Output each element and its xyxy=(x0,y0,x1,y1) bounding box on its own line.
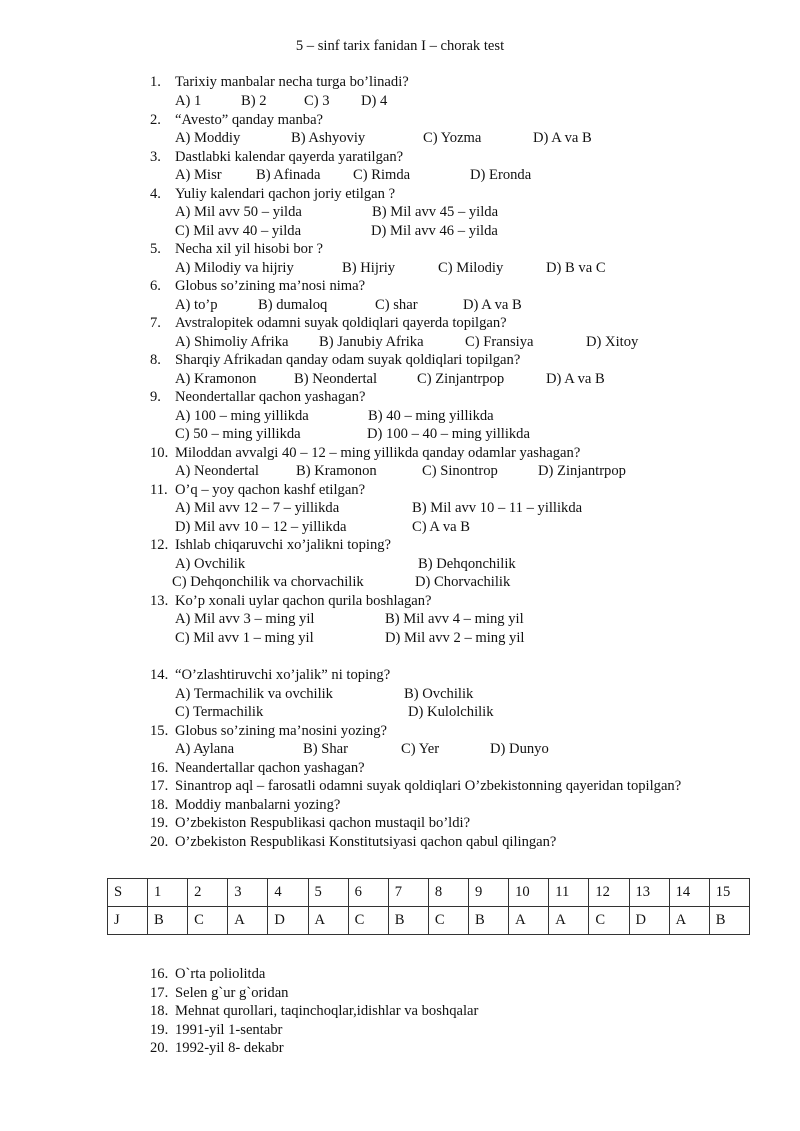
option: C) Yozma xyxy=(423,130,482,146)
question-number: 15. xyxy=(150,723,169,739)
question-19 xyxy=(0,814,800,833)
question-number: 10. xyxy=(150,445,169,461)
option: B) Kramonon xyxy=(296,463,377,479)
question-text: Globus so’zining ma’nosini yozing? xyxy=(175,723,387,739)
answer-text: O`rta poliolitda xyxy=(175,966,266,982)
option: D) 4 xyxy=(361,93,388,109)
option: A) Mil avv 50 – yilda xyxy=(175,204,302,220)
question-number: 11. xyxy=(150,482,168,498)
question-number: 9. xyxy=(150,389,161,405)
question-number: 7. xyxy=(150,315,161,331)
table-cell: 1 xyxy=(148,879,188,907)
question-11 xyxy=(0,481,800,500)
written-answer-20 xyxy=(0,1039,800,1058)
option: A) 100 – ming yillikda xyxy=(175,408,309,424)
table-cell: B xyxy=(469,907,509,935)
option: C) Yer xyxy=(401,741,440,757)
question-text: O’zbekiston Respublikasi Konstitutsiyasi qachon qabul qilingan? xyxy=(175,834,557,850)
option: C) 50 – ming yillikda xyxy=(175,426,301,442)
question-number: 4. xyxy=(150,186,161,202)
question-text: Neondertallar qachon yashagan? xyxy=(175,389,366,405)
table-cell: 6 xyxy=(348,879,388,907)
answer-key-header-row xyxy=(108,879,750,907)
option: D) Mil avv 46 – yilda xyxy=(371,223,498,239)
answer-number: 17. xyxy=(150,985,169,1001)
question-text: Necha xil yil hisobi bor ? xyxy=(175,241,323,257)
option: B) Neondertal xyxy=(294,371,378,387)
question-number: 6. xyxy=(150,278,161,294)
table-cell: B xyxy=(388,907,428,935)
table-cell: D xyxy=(268,907,308,935)
option: D) Mil avv 10 – 12 – yillikda xyxy=(175,519,347,535)
answer-number: 18. xyxy=(150,1003,169,1019)
answer-key-answers-row xyxy=(108,907,750,935)
question-text: Sharqiy Afrikadan qanday odam suyak qoldiqlari topilgan? xyxy=(175,352,521,368)
option: D) Zinjantrpop xyxy=(538,463,626,479)
question-4 xyxy=(0,185,800,204)
answer-text: 1992-yil 8- dekabr xyxy=(175,1040,284,1056)
option: D) Chorvachilik xyxy=(415,574,511,590)
option: B) Shar xyxy=(303,741,348,757)
question-number: 3. xyxy=(150,149,161,165)
option: D) Kulolchilik xyxy=(408,704,494,720)
table-cell: S xyxy=(108,879,148,907)
option: A) Kramonon xyxy=(175,371,257,387)
table-cell: D xyxy=(629,907,669,935)
option: B) Hijriy xyxy=(342,260,396,276)
question-6 xyxy=(0,277,800,296)
table-cell: 8 xyxy=(428,879,468,907)
written-answer-17 xyxy=(0,984,800,1003)
question-5 xyxy=(0,240,800,259)
option: A) Aylana xyxy=(175,741,235,757)
table-cell: 12 xyxy=(589,879,629,907)
option: A) Misr xyxy=(175,167,222,183)
option: D) B va C xyxy=(546,260,606,276)
table-cell: A xyxy=(228,907,268,935)
option: D) 100 – 40 – ming yillikda xyxy=(367,426,530,442)
question-text: Miloddan avvalgi 40 – 12 – ming yillikda qanday odamlar yashagan? xyxy=(175,445,581,461)
question-text: Globus so’zining ma’nosi nima? xyxy=(175,278,366,294)
table-cell: A xyxy=(308,907,348,935)
option: C) Mil avv 1 – ming yil xyxy=(175,630,314,646)
option: A) Mil avv 12 – 7 – yillikda xyxy=(175,500,340,516)
question-17 xyxy=(0,777,800,796)
option: D) A va B xyxy=(533,130,592,146)
option: B) Dehqonchilik xyxy=(418,556,516,572)
option: B) Mil avv 4 – ming yil xyxy=(385,611,524,627)
table-cell: B xyxy=(709,907,749,935)
page-title: 5 – sinf tarix fanidan I – chorak test xyxy=(295,38,505,54)
option: B) Mil avv 10 – 11 – yillikda xyxy=(412,500,583,516)
question-text: Ko’p xonali uylar qachon qurila boshlagan? xyxy=(175,593,432,609)
answer-text: 1991-yil 1-sentabr xyxy=(175,1022,283,1038)
table-cell: 7 xyxy=(388,879,428,907)
question-text: Tarixiy manbalar necha turga bo’linadi? xyxy=(175,74,409,90)
table-cell: A xyxy=(549,907,589,935)
option: D) Mil avv 2 – ming yil xyxy=(385,630,525,646)
answer-text: Mehnat qurollari, taqinchoqlar,idishlar va boshqalar xyxy=(175,1003,479,1019)
written-answer-19 xyxy=(0,1021,800,1040)
question-number: 12. xyxy=(150,537,169,553)
question-text: “Avesto” qanday manba? xyxy=(175,112,324,128)
question-number: 5. xyxy=(150,241,161,257)
table-cell: 5 xyxy=(308,879,348,907)
table-cell: 9 xyxy=(469,879,509,907)
table-cell: 4 xyxy=(268,879,308,907)
question-number: 16. xyxy=(150,760,169,776)
question-10 xyxy=(0,444,800,463)
answer-text: Selen g`ur g`oridan xyxy=(175,985,289,1001)
question-14 xyxy=(0,666,800,685)
table-cell: 13 xyxy=(629,879,669,907)
question-number: 19. xyxy=(150,815,169,831)
table-cell: C xyxy=(188,907,228,935)
question-text: Sinantrop aql – farosatli odamni suyak qoldiqlari O’zbekistonning qayeridan topilgan? xyxy=(175,778,682,794)
option: B) Mil avv 45 – yilda xyxy=(372,204,499,220)
option: C) A va B xyxy=(412,519,470,535)
option: C) Dehqonchilik va chorvachilik xyxy=(172,574,364,590)
question-12 xyxy=(0,536,800,555)
table-cell: C xyxy=(589,907,629,935)
question-text: Moddiy manbalarni yozing? xyxy=(175,797,341,813)
table-cell: 10 xyxy=(509,879,549,907)
table-cell: C xyxy=(348,907,388,935)
question-16 xyxy=(0,759,800,778)
question-1 xyxy=(0,73,800,92)
option: D) Xitoy xyxy=(586,334,639,350)
question-20 xyxy=(0,833,800,852)
question-text: Avstralopitek odamni suyak qoldiqlari qayerda topilgan? xyxy=(175,315,507,331)
option: B) Ovchilik xyxy=(404,686,474,702)
option: D) A va B xyxy=(463,297,522,313)
option: D) Eronda xyxy=(470,167,532,183)
question-text: O’q – yoy qachon kashf etilgan? xyxy=(175,482,366,498)
option: C) Sinontrop xyxy=(422,463,498,479)
written-answer-18 xyxy=(0,1002,800,1021)
table-cell: B xyxy=(148,907,188,935)
question-number: 13. xyxy=(150,593,169,609)
table-cell: 3 xyxy=(228,879,268,907)
option: B) Afinada xyxy=(256,167,321,183)
option: C) Milodiy xyxy=(438,260,504,276)
question-text: Neandertallar qachon yashagan? xyxy=(175,760,365,776)
option: D) Dunyo xyxy=(490,741,549,757)
question-text: “O’zlashtiruvchi xo’jalik” ni toping? xyxy=(175,667,391,683)
question-13 xyxy=(0,592,800,611)
option: A) Ovchilik xyxy=(175,556,246,572)
table-cell: 15 xyxy=(709,879,749,907)
question-number: 8. xyxy=(150,352,161,368)
option: A) Shimoliy Afrika xyxy=(175,334,289,350)
table-cell: C xyxy=(428,907,468,935)
option: A) Moddiy xyxy=(175,130,241,146)
question-number: 2. xyxy=(150,112,161,128)
question-text: Yuliy kalendari qachon joriy etilgan ? xyxy=(175,186,396,202)
table-cell: A xyxy=(669,907,709,935)
option: B) dumaloq xyxy=(258,297,328,313)
question-2 xyxy=(0,111,800,130)
option: A) Milodiy va hijriy xyxy=(175,260,294,276)
question-text: Dastlabki kalendar qayerda yaratilgan? xyxy=(175,149,404,165)
option: B) Janubiy Afrika xyxy=(319,334,424,350)
question-number: 1. xyxy=(150,74,161,90)
question-18 xyxy=(0,796,800,815)
question-number: 17. xyxy=(150,778,169,794)
table-cell: 11 xyxy=(549,879,589,907)
option: C) shar xyxy=(375,297,418,313)
option: C) Mil avv 40 – yilda xyxy=(175,223,302,239)
written-answer-16 xyxy=(0,965,800,984)
table-cell: A xyxy=(509,907,549,935)
question-15 xyxy=(0,722,800,741)
option: A) Termachilik va ovchilik xyxy=(175,686,333,702)
answer-number: 19. xyxy=(150,1022,169,1038)
question-number: 20. xyxy=(150,834,169,850)
option: A) to’p xyxy=(175,297,218,313)
answer-key-table xyxy=(107,878,750,935)
option: A) Mil avv 3 – ming yil xyxy=(175,611,315,627)
option: C) Zinjantrpop xyxy=(417,371,505,387)
question-3 xyxy=(0,148,800,167)
question-number: 18. xyxy=(150,797,169,813)
question-text: Ishlab chiqaruvchi xo’jalikni toping? xyxy=(175,537,392,553)
option: B) 2 xyxy=(241,93,267,109)
answer-number: 20. xyxy=(150,1040,169,1056)
option: A) 1 xyxy=(175,93,202,109)
question-7 xyxy=(0,314,800,333)
option: D) A va B xyxy=(546,371,605,387)
option: C) Rimda xyxy=(353,167,411,183)
question-number: 14. xyxy=(150,667,169,683)
table-cell: J xyxy=(108,907,148,935)
answer-number: 16. xyxy=(150,966,169,982)
option: C) Termachilik xyxy=(175,704,264,720)
option: A) Neondertal xyxy=(175,463,259,479)
question-8 xyxy=(0,351,800,370)
option: C) Fransiya xyxy=(465,334,534,350)
question-text: O’zbekiston Respublikasi qachon mustaqil bo’ldi? xyxy=(175,815,471,831)
option: C) 3 xyxy=(304,93,330,109)
option: B) Ashyoviy xyxy=(291,130,366,146)
table-cell: 2 xyxy=(188,879,228,907)
table-cell: 14 xyxy=(669,879,709,907)
option: B) 40 – ming yillikda xyxy=(368,408,494,424)
question-9 xyxy=(0,388,800,407)
